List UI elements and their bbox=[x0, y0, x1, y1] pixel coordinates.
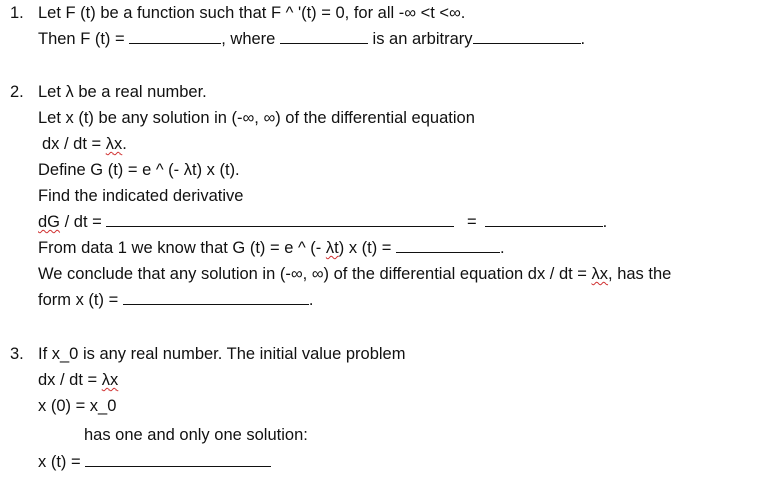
q2-equation-rhs: λx bbox=[105, 135, 123, 153]
q1-answer-blank-1[interactable] bbox=[129, 29, 221, 44]
q2-line-9-period: . bbox=[308, 291, 314, 309]
q2-line-1: Let λ be a real number. bbox=[38, 83, 207, 101]
q3-equation-rhs: λx bbox=[101, 371, 119, 389]
q2-from-data-text: From data 1 we know that G (t) = e ^ (- bbox=[38, 239, 326, 257]
q2-lambda-t: λt bbox=[325, 239, 339, 257]
q3-solution-text: x (t) = bbox=[38, 453, 81, 471]
q1-number: 1. bbox=[10, 4, 24, 22]
q2-line-5: Find the indicated derivative bbox=[38, 187, 244, 205]
q3-line-3: x (0) = x_0 bbox=[38, 397, 117, 415]
q2-line-8 bbox=[38, 264, 671, 284]
q2-line-6-period: . bbox=[602, 213, 608, 231]
q2-equation-period: . bbox=[122, 135, 127, 153]
q1-arbitrary-text: is an arbitrary bbox=[372, 30, 473, 48]
q2-g-value-blank[interactable] bbox=[396, 238, 500, 253]
q1-period: . bbox=[580, 30, 586, 48]
q1-answer-blank-3[interactable] bbox=[473, 29, 581, 44]
q2-line-7 bbox=[38, 238, 505, 258]
q2-line-3 bbox=[42, 134, 127, 154]
q2-form-blank[interactable] bbox=[123, 290, 309, 305]
q3-equation-lhs: dx / dt = bbox=[38, 371, 102, 389]
q2-line-2: Let x (t) be any solution in (-∞, ∞) of the differential equation bbox=[38, 109, 475, 127]
q3-line-2 bbox=[38, 370, 118, 390]
q3-line-1: If x_0 is any real number. The initial value problem bbox=[38, 345, 406, 363]
q3-number: 3. bbox=[10, 345, 24, 363]
q2-number: 2. bbox=[10, 83, 24, 101]
q2-line-7-period: . bbox=[500, 239, 505, 257]
q1-answer-blank-2[interactable] bbox=[280, 29, 368, 44]
q2-conclude-end: , has the bbox=[608, 265, 672, 283]
q2-line-6 bbox=[38, 212, 607, 232]
q2-from-data-end: ) x (t) = bbox=[338, 239, 392, 257]
q2-derivative-dg: dG bbox=[38, 213, 61, 231]
q1-then-text: Then F (t) = bbox=[38, 30, 125, 48]
q3-solution-blank[interactable] bbox=[85, 452, 271, 467]
q3-line-5 bbox=[38, 452, 271, 472]
q2-derivative-blank-2[interactable] bbox=[485, 212, 603, 227]
q2-equation-lhs: dx / dt = bbox=[42, 135, 106, 153]
q2-line-9 bbox=[38, 290, 313, 310]
q1-line-1: Let F (t) be a function such that F ^ '(t) = 0, for all -∞ <t <∞. bbox=[38, 4, 466, 22]
q1-line-2 bbox=[38, 29, 585, 49]
q2-form-text: form x (t) = bbox=[38, 291, 119, 309]
q3-line-4: has one and only one solution: bbox=[84, 426, 308, 444]
q2-line-4: Define G (t) = e ^ (- λt) x (t). bbox=[38, 161, 240, 179]
q2-conclude-lambda-x: λx bbox=[591, 265, 609, 283]
q2-equals-sign: = bbox=[466, 213, 477, 231]
q2-derivative-blank-1[interactable] bbox=[106, 212, 454, 227]
q2-conclude-text: We conclude that any solution in (-∞, ∞) of the differential equation dx / dt = bbox=[38, 265, 592, 283]
q1-where-text: , where bbox=[221, 30, 276, 48]
q2-derivative-dt: / dt = bbox=[60, 213, 102, 231]
